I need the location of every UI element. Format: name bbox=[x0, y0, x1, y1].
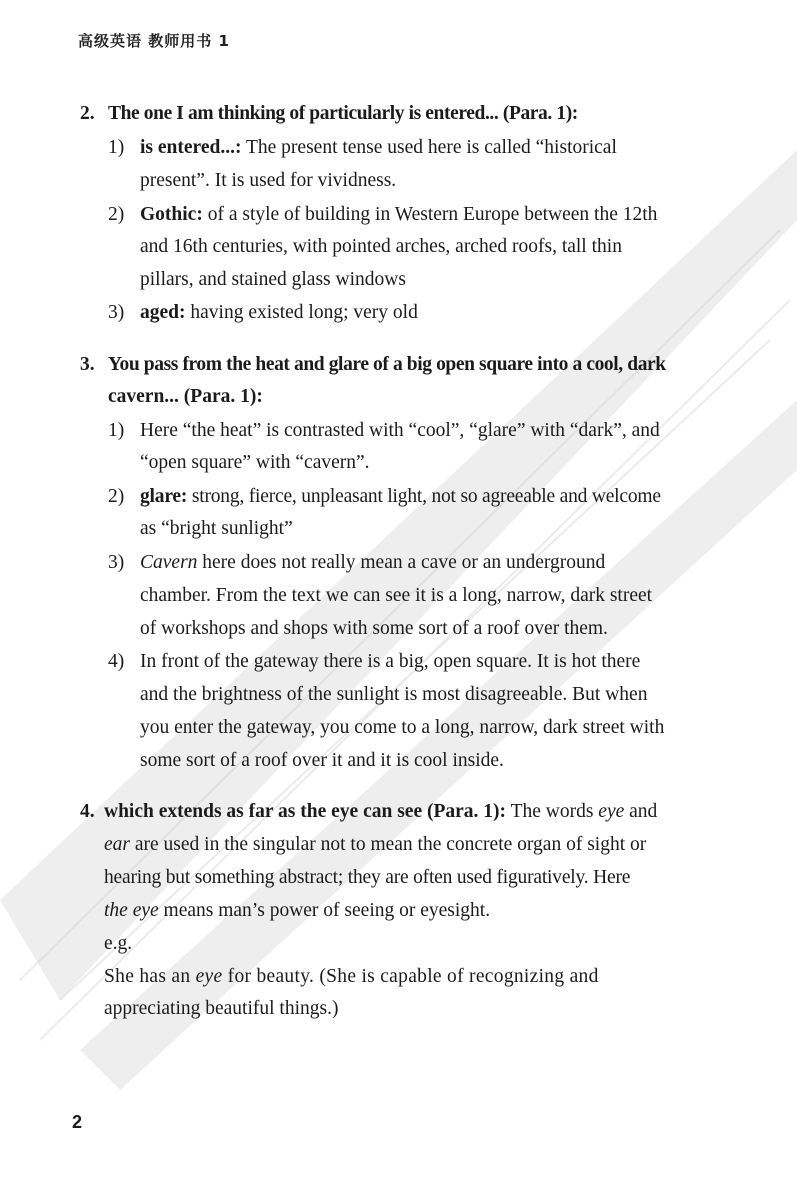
term-aged: aged: bbox=[140, 302, 186, 323]
item-2-sub-1-line-1: is entered...: The present tense used here is called “historical bbox=[140, 137, 617, 158]
item-2-sub-2-line-3: pillars, and stained glass windows bbox=[140, 269, 406, 290]
term-is-entered: is entered...: bbox=[140, 137, 242, 158]
item-2-sub-2-line-2: and 16th centuries, with pointed arches, arched roofs, tall thin bbox=[140, 236, 622, 257]
item-3-sub-2-line-2: as “bright sunlight” bbox=[140, 518, 293, 539]
item-3-sub-4-line-3: you enter the gateway, you come to a long, narrow, dark street with bbox=[140, 717, 665, 738]
item-2-sub-1-number: 1) bbox=[108, 137, 125, 158]
item-3-sub-3-line-3: of workshops and shops with some sort of a roof over them. bbox=[140, 618, 608, 639]
item-2-sub-2-line-1: Gothic: of a style of building in Western Europe between the 12th bbox=[140, 204, 658, 225]
item-3-sub-3-line-1: Cavern here does not really mean a cave or an underground bbox=[140, 552, 606, 573]
item-3-sub-3-number: 3) bbox=[108, 552, 125, 573]
item-3-sub-4-line-4: some sort of a roof over it and it is cool inside. bbox=[140, 750, 504, 771]
item-4-heading: which extends as far as the eye can see (Para. 1): bbox=[104, 801, 507, 822]
item-3-sub-4-line-1: In front of the gateway there is a big, open square. It is hot there bbox=[140, 651, 641, 672]
item-4-line-1: which extends as far as the eye can see (Para. 1): The words eye and bbox=[104, 801, 658, 822]
item-3-sub-4-line-2: and the brightness of the sunlight is most disagreeable. But when bbox=[140, 684, 648, 705]
term-glare: glare: bbox=[140, 486, 188, 507]
item-4-line-3: hearing but something abstract; they are often used figuratively. Here bbox=[104, 867, 631, 888]
item-2-number: 2. bbox=[80, 103, 95, 124]
item-3-sub-2-number: 2) bbox=[108, 486, 125, 507]
item-2-sub-3-number: 3) bbox=[108, 302, 125, 323]
item-3-sub-1-line-2: “open square” with “cavern”. bbox=[140, 452, 370, 473]
item-3-number: 3. bbox=[80, 354, 95, 375]
example-label: e.g. bbox=[104, 933, 133, 954]
item-3-sub-3-line-2: chamber. From the text we can see it is a long, narrow, dark street bbox=[140, 585, 653, 606]
example-line-1: She has an eye for beauty. (She is capable of recognizing and bbox=[104, 966, 599, 987]
item-4-line-2: ear are used in the singular not to mean the concrete organ of sight or bbox=[104, 834, 647, 855]
item-3-heading-line-1: You pass from the heat and glare of a big open square into a cool, dark bbox=[108, 354, 666, 375]
item-2-sub-1-line-2: present”. It is used for vividness. bbox=[140, 170, 397, 191]
page-number: 2 bbox=[72, 1112, 83, 1132]
item-3-sub-2-line-1: glare: strong, fierce, unpleasant light, not so agreeable and welcome bbox=[140, 486, 661, 507]
item-2-heading: The one I am thinking of particularly is entered... (Para. 1): bbox=[108, 103, 578, 124]
item-3-heading-line-2: cavern... (Para. 1): bbox=[108, 386, 263, 407]
book-header: 高级英语 教师用书 1 bbox=[78, 32, 230, 50]
item-3-sub-1-number: 1) bbox=[108, 420, 125, 441]
item-4-line-4: the eye means man’s power of seeing or eyesight. bbox=[104, 900, 491, 921]
item-2-sub-3-line-1: aged: having existed long; very old bbox=[140, 302, 418, 323]
example-line-2: appreciating beautiful things.) bbox=[104, 998, 339, 1019]
item-4-number: 4. bbox=[80, 801, 95, 822]
term-gothic: Gothic: bbox=[140, 204, 203, 225]
item-2-sub-2-number: 2) bbox=[108, 204, 125, 225]
item-3-sub-4-number: 4) bbox=[108, 651, 125, 672]
term-cavern: Cavern bbox=[140, 552, 198, 573]
item-3-sub-1-line-1: Here “the heat” is contrasted with “cool”, “glare” with “dark”, and bbox=[140, 420, 660, 441]
